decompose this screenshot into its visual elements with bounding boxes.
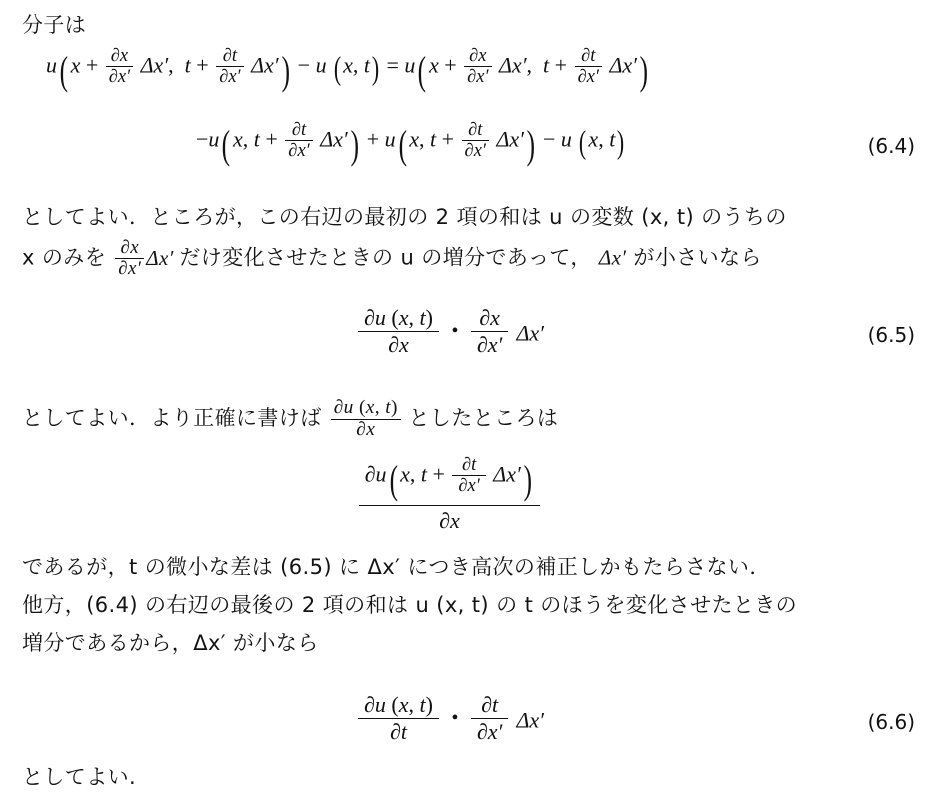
paragraph-after-6-5 [22,398,922,441]
equation-tag-6-4: (6.4) [867,134,915,158]
paragraph-intro: 分子は [22,13,87,37]
p1-line2-part-b: だけ変化させたときの u の増分であって， [179,245,592,270]
p1-line2-part-a: x のみを [22,245,107,270]
equation-6-5: $\frac{\partial u (x, t)}{\partial x}$ • $\frac{\partial x}{\partial x'}$ Δx′ (6.5) [0,305,939,359]
inline-fraction-dx-dxp: $\frac{\partial x}{\partial x'}$ Δx′ [113,246,179,270]
p2-part-b: としたところは [408,405,559,430]
equation-tag-6-5: (6.5) [867,323,915,347]
paragraph-after-unnumbered [22,550,932,660]
p2-part-a: としてよい．より正確に書けば [22,405,322,430]
equation-6-4-line-1: u( x + $\frac{\partial x}{\partial x'}$ Δx′, t + $\frac{\partial t}{\partial x'}$ Δx′) − u (x, t) = u( x + $\frac{\partial x}{\partial x'}$ Δx′, t + $\frac{\partial t}{\partial x'}$ Δx′) [46,45,648,93]
p1-line2-part-c: が小さいなら [633,245,762,270]
paragraph-after-6-4-line-1: としてよい．ところが，この右辺の最初の 2 項の和は u の変数 (x, t) のうちの [22,205,787,229]
paragraph-final: としてよい. [22,765,137,789]
equation-6-4-line-2: −u( x, t + $\frac{\partial t}{\partial x'}$ Δx′) + u( x, t + $\frac{\partial t}{\partial x'}$ Δx′) − u (x, t) (6.4) [196,119,915,167]
p3-line-1: であるが，t の微小な差は (6.5) に Δx′ につき高次の補正しかもたらさない． [22,555,771,579]
equation-unnumbered: ∂u( x, t + $\frac{\partial t}{\partial x'}$ Δx′) ∂x [0,455,939,534]
equation-6-6: $\frac{\partial u (x, t)}{\partial t}$ • $\frac{\partial t}{\partial x'}$ Δx′ (6.6) [0,692,939,746]
inline-du-dx: $\frac{\partial u (x, t)}{\partial x}$ [329,406,409,430]
equation-tag-6-6: (6.6) [867,710,915,734]
p3-line-2: 他方，(6.4) の右辺の最後の 2 項の和は u (x, t) の t のほうを変化させたときの [22,593,798,618]
paragraph-after-6-4-line-2 [22,238,922,280]
inline-deltaxp-1: Δx′ [598,245,627,270]
paragraph-after-6-4 [22,200,922,280]
p3-line-3: 増分であるから，Δx′ が小なら [22,631,319,656]
